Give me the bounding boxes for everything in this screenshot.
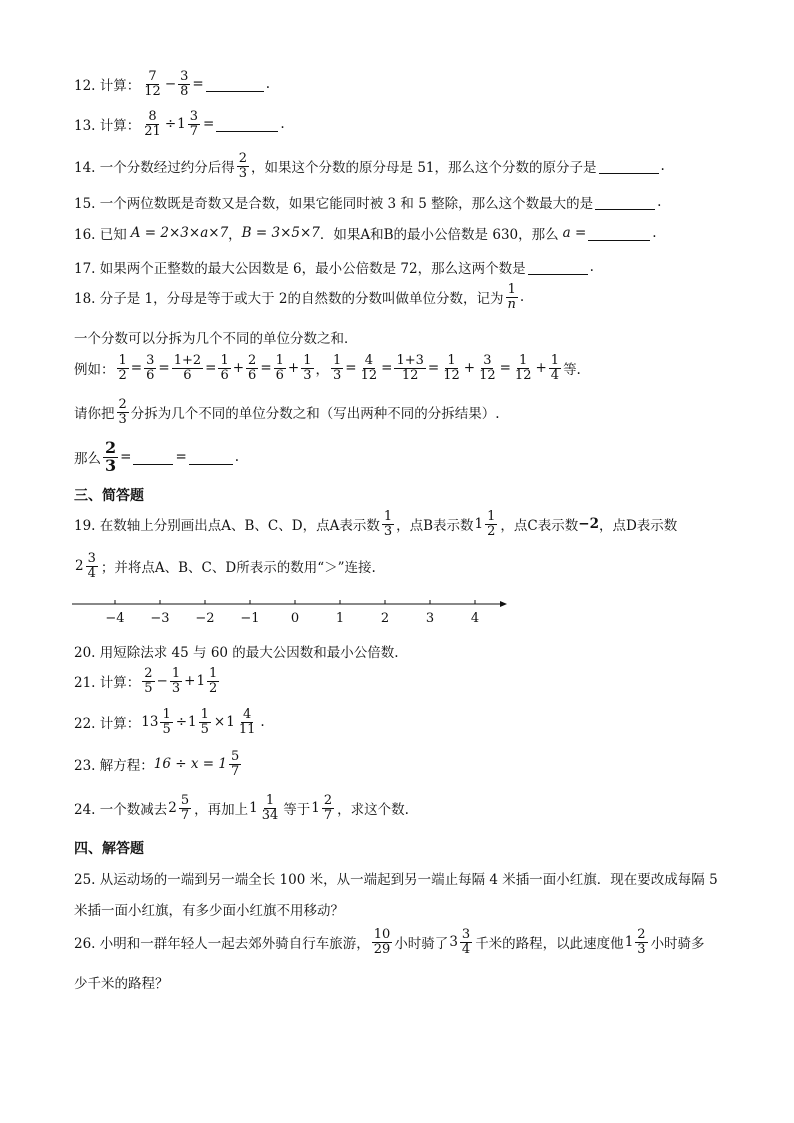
question-label: 12. 计算： <box>74 78 141 95</box>
section-heading: 三、简答题 <box>74 488 144 504</box>
question-26: 26. 小明和一群年轻人一起去郊外骑自行车旅游， $\frac{10}{29}$ 小时骑了 3 $\frac{3}{4}$ 千米的路程，以此速度他 1 $\frac{2}{3}$ 小时骑多 <box>74 927 705 957</box>
axis-tick-label: 3 <box>425 611 435 626</box>
fraction: $\frac{3}{8}$ <box>180 69 189 99</box>
axis-tick-label: 0 <box>290 611 300 626</box>
answer-blank[interactable] <box>599 159 659 174</box>
question-12: 12. 计算： $\frac{7}{12}$ − $\frac{3}{8}$ = . <box>74 69 271 99</box>
mixed-number: 1 $\frac{3}{7}$ <box>177 109 198 139</box>
fraction: $\frac{2}{3}$ <box>238 151 248 181</box>
axis-tick-label: −2 <box>195 611 215 626</box>
section-heading: 四、解答题 <box>74 841 144 857</box>
fraction: $\frac{7}{12}$ <box>144 69 161 99</box>
answer-blank[interactable] <box>189 450 233 465</box>
axis-tick-label: 1 <box>335 611 345 626</box>
answer-blank[interactable] <box>528 260 588 275</box>
answer-blank[interactable] <box>588 226 650 241</box>
question-15: 15. 一个两位数既是奇数又是合数，如果它能同时被 3 和 5 整除，那么这个数最大的是 . <box>74 194 662 212</box>
question-23: 23. 解方程： 16 ÷ x = 1 $\frac{5}{7}$ <box>74 749 240 779</box>
question-20: 20. 用短除法求 45 与 60 的最大公因数和最小公倍数. <box>74 645 399 661</box>
question-14: 14. 一个分数经过约分后得 $\frac{2}{3}$ ，如果这个分数的原分母是 51，那么这个分数的原分子是 . <box>74 151 665 181</box>
answer-blank[interactable] <box>206 77 264 92</box>
fraction: $\frac{1}{n}$ <box>507 282 516 312</box>
question-26-line-2: 少千米的路程？ <box>74 976 169 992</box>
question-18-example: 例如： $\frac{1}{2}$ = $\frac{3}{6}$ = $\frac{1+2}{6}$ = $\frac{1}{6}$ + $\frac{2}{6}$ = $\frac{1}{6}$ + $\frac{1}{3}$ ， $\frac{1}{3}$ = $\frac{4}{12}$ = $\frac{1+3}{12}$ = $\frac{1}{12}$ + $\frac{3}{12}$ = $\frac{1}{12}$ + $\frac{1}{4}$ 等. <box>74 353 581 383</box>
question-24: 24. 一个数减去 2 $\frac{5}{7}$ ，再加上 1 $\frac{1}{34}$ 等于 1 $\frac{2}{7}$ ，求这个数. <box>74 793 409 823</box>
number-line <box>70 596 510 630</box>
question-18-line-2: 一个分数可以分拆为几个不同的单位分数之和． <box>74 331 358 347</box>
fraction: $\frac{8}{21}$ <box>144 109 161 139</box>
question-21: 21. 计算： $\frac{2}{5}$ − $\frac{1}{3}$ + 1 $\frac{1}{2}$ <box>74 666 218 696</box>
axis-tick-label: −1 <box>240 611 260 626</box>
axis-tick-label: 2 <box>380 611 390 626</box>
answer-blank[interactable] <box>595 195 655 210</box>
question-25: 25. 从运动场的一端到另一端全长 100 米，从一端起到另一端止每隔 4 米插一面小红旗．现在要改成每隔 5 <box>74 872 718 888</box>
question-17: 17. 如果两个正整数的最大公因数是 6，最小公倍数是 72，那么这两个数是 . <box>74 259 594 277</box>
answer-blank[interactable] <box>133 450 173 465</box>
axis-tick-label: 4 <box>470 611 480 626</box>
question-19: 19. 在数轴上分别画出点A、B、C、D，点A表示数 $\frac{1}{3}$ ，点B表示数 1 $\frac{1}{2}$ ，点C表示数 −2 ，点D表示数 <box>74 509 678 539</box>
arrow-icon <box>500 601 507 607</box>
question-19-line-2: 2 $\frac{3}{4}$ ；并将点A、B、C、D所表示的数用“＞”连接. <box>75 551 376 581</box>
answer-blank[interactable] <box>216 117 278 132</box>
question-16: 16. 已知 A = 2×3×a×7 ， B = 3×5×7 ．如果A和B的最小公倍数是 630，那么 a = . <box>74 225 657 243</box>
axis-tick-label: −4 <box>105 611 125 626</box>
axis-tick-label: −3 <box>150 611 170 626</box>
question-25-line-2: 米插一面小红旗，有多少面小红旗不用移动？ <box>74 903 344 919</box>
question-label: 13. 计算： <box>74 118 141 135</box>
question-22: 22. 计算： 13 $\frac{1}{5}$ ÷ 1 $\frac{1}{5}$ × 1 $\frac{4}{11}$ . <box>74 707 265 737</box>
question-18-ask: 请你把 $\frac{2}{3}$ 分拆为几个不同的单位分数之和（写出两种不同的分拆结果）. <box>74 397 500 427</box>
question-18: 18. 分子是 1，分母是等于或大于 2的自然数的分数叫做单位分数，记为 $\frac{1}{n}$ . <box>74 282 525 312</box>
question-18-answer: 那么 $\frac{2}{3}$ = = . <box>74 438 240 475</box>
question-13: 13. 计算： $\frac{8}{21}$ ÷ 1 $\frac{3}{7}$ = . <box>74 109 285 139</box>
